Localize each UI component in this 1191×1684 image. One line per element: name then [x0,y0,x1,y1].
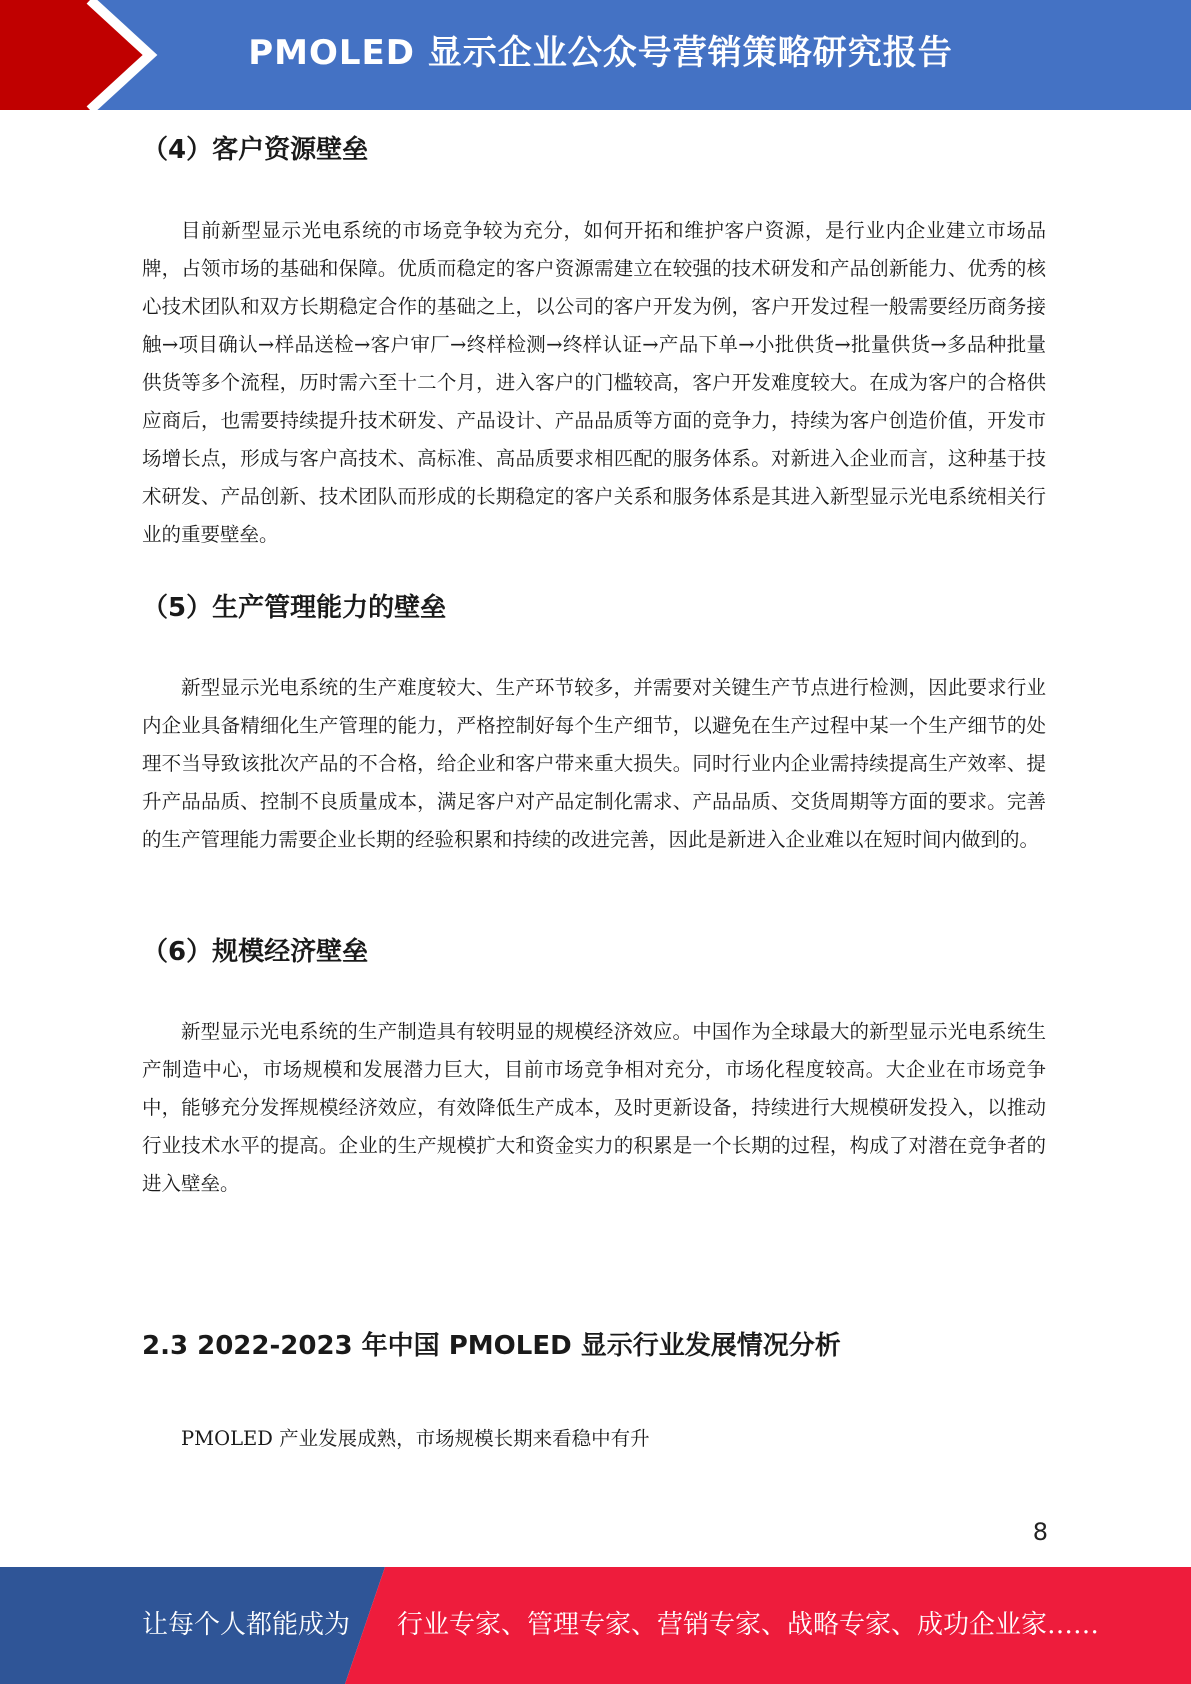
chapter-heading: 2.3 2022-2023 年中国 PMOLED 显示行业发展情况分析 [142,1331,841,1361]
section-5-body [142,669,1046,859]
chapter-heading-block [142,1318,1046,1374]
report-title: PMOLED 显示企业公众号营销策略研究报告 [248,33,953,73]
chapter-body [142,1420,1046,1458]
section-paragraph: 新型显示光电系统的生产难度较大、生产环节较多，并需要对关键生产节点进行检测，因此要求行业内企业具备精细化生产管理的能力，严格控制好每个生产细节，以避免在生产过程中某一个生产细节的处理不当导致该批次产品的不合格，给企业和客户带来重大损失。同时行业内企业需持续提高生产效率、提升产品品质、控制不良质量成本，满足客户对产品定制化需求、产品品质、交货周期等方面的要求。完善的生产管理能力需要企业长期的经验积累和持续的改进完善，因此是新进入企业难以在短时间内做到的。 [142,676,1046,851]
section-5-heading-block [142,580,1046,636]
section-heading: （4）客户资源壁垒 [142,135,369,165]
section-heading: （6）规模经济壁垒 [142,937,369,967]
section-paragraph: 新型显示光电系统的生产制造具有较明显的规模经济效应。中国作为全球最大的新型显示光电系统生产制造中心，市场规模和发展潜力巨大，目前市场竞争相对充分，市场化程度较高。大企业在市场竞争中，能够充分发挥规模经济效应，有效降低生产成本，及时更新设备，持续进行大规模研发投入，以推动行业技术水平的提高。企业的生产规模扩大和资金实力的积累是一个长期的过程，构成了对潜在竞争者的进入壁垒。 [142,1020,1046,1195]
footer-slogan-right: 行业专家、管理专家、营销专家、战略专家、成功企业家…… [397,1610,1100,1640]
chapter-paragraph: PMOLED 产业发展成熟，市场规模长期来看稳中有升 [181,1427,650,1450]
section-heading: （5）生产管理能力的壁垒 [142,593,447,623]
section-6-heading-block [142,924,1046,980]
section-6-body [142,1013,1046,1203]
section-4-heading-block [142,122,1046,178]
section-paragraph: 目前新型显示光电系统的市场竞争较为充分，如何开拓和维护客户资源，是行业内企业建立市场品牌，占领市场的基础和保障。优质而稳定的客户资源需建立在较强的技术研发和产品创新能力、优秀的核心技术团队和双方长期稳定合作的基础之上，以公司的客户开发为例，客户开发过程一般需要经历商务接触→项目确认→样品送检→客户审厂→终样检测→终样认证→产品下单→小批供货→批量供货→多品种批量供货等多个流程，历时需六至十二个月，进入客户的门槛较高，客户开发难度较大。在成为客户的合格供应商后，也需要持续提升技术研发、产品设计、产品品质等方面的竞争力，持续为客户创造价值，开发市场增长点，形成与客户高技术、高标准、高品质要求相匹配的服务体系。对新进入企业而言，这种基于技术研发、产品创新、技术团队而形成的长期稳定的客户关系和服务体系是其进入新型显示光电系统相关行业的重要壁垒。 [142,219,1046,546]
section-4-body [142,212,1046,554]
header-banner [0,0,1191,110]
page-number: 8 [1032,1518,1048,1546]
footer-slogan-left: 让每个人都能成为 [142,1610,351,1640]
footer-banner [0,1567,1191,1684]
